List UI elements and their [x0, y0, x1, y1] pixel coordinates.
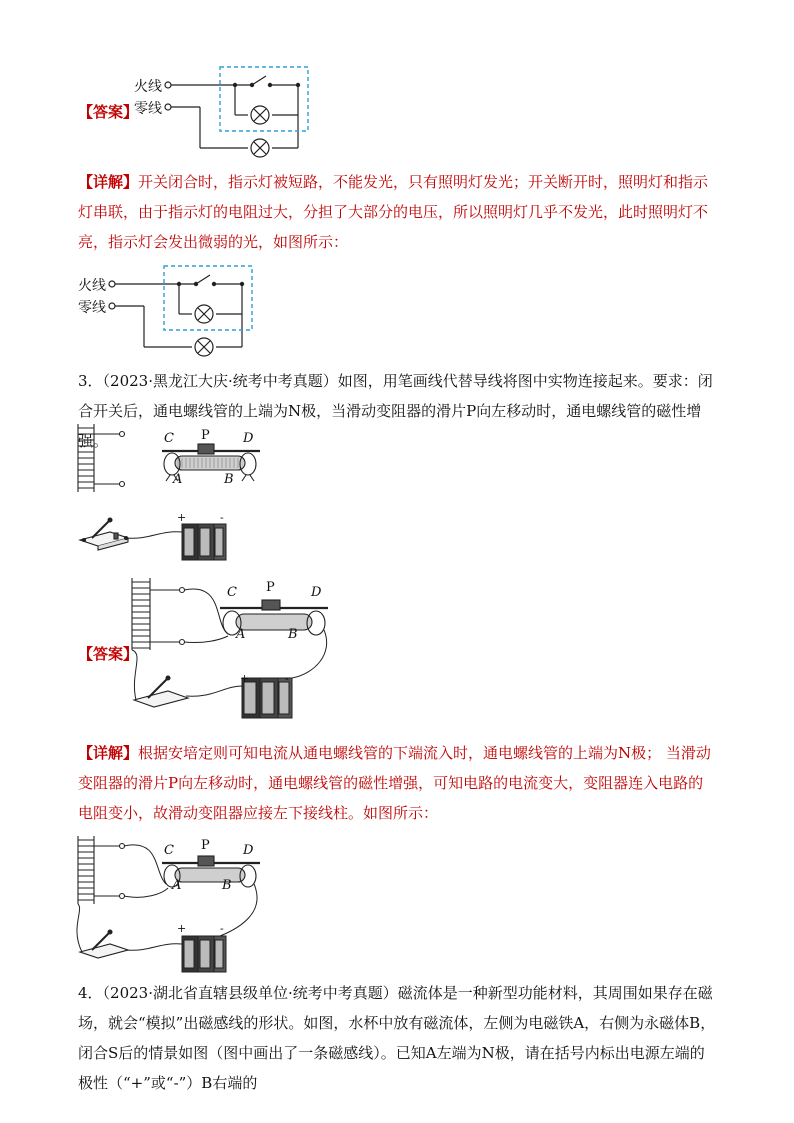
d3-label-b: B [222, 878, 232, 893]
q3-ans-label-d: D [311, 585, 322, 600]
d3-label-a: A [172, 878, 182, 893]
detail-tag-2: 【详解】 [78, 744, 139, 762]
question-3-text: 3．（2023·黑龙江大庆·统考中考真题）如图，用笔画线代替导线将图中实物连接起来。要求：闭合开关后，通电螺线管的上端为N极，当滑动变阻器的滑片P向左移动时，通电螺线管的磁性增强。 [78, 372, 713, 450]
household-circuit-diagram-1 [160, 60, 320, 170]
detail-3-paragraph [78, 738, 718, 828]
q3-label-c: C [164, 431, 174, 446]
q3-label-b: B [224, 472, 234, 487]
q3-ans-label-minus: - [285, 672, 289, 685]
q3-ans-label-a: A [236, 627, 246, 642]
answer-tag-2: 【答案】 [78, 645, 139, 663]
q3-label-minus: - [220, 511, 224, 524]
solenoid [78, 424, 125, 492]
d3-label-plus: + [177, 922, 187, 935]
q3-label-p: P [201, 428, 210, 443]
detail-1-paragraph [78, 167, 718, 257]
q3-label-d: D [243, 431, 254, 446]
d3-label-d: D [243, 843, 254, 858]
knife-switch [80, 518, 128, 550]
d3-label-p: P [201, 838, 210, 853]
q3-label-plus: + [177, 511, 187, 524]
q3-label-a: A [173, 472, 183, 487]
answer-tag: 【答案】 [78, 103, 139, 121]
detail-1-text: 开关闭合时，指示灯被短路，不能发光，只有照明灯发光；开关断开时，照明灯和指示灯串联，由于指示灯的电阻过大，分担了大部分的电压，所以照明灯几乎不发光，此时照明灯不亮，指示灯会发出微弱的光，如图所示： [78, 173, 709, 251]
live-wire-label: 火线 [134, 79, 162, 95]
q3-ans-label-b: B [288, 627, 298, 642]
neutral-wire-label-2: 零线 [78, 300, 106, 316]
question-4-text: 4．（2023·湖北省直辖县级单位·统考中考真题）磁流体是一种新型功能材料，其周围如果存在磁场，就会“模拟”出磁感线的形状。如图，水杯中放有磁流体，左侧为电磁铁A，右侧为永磁体B，闭合S后的情景如图（图中画出了一条磁感线）。已知A左端为N极，请在括号内标出电源左端的极性（“+”或“-”）B右端的 [78, 984, 716, 1092]
live-wire-label-2: 火线 [78, 278, 106, 294]
detail-3-text: 根据安培定则可知电流从通电螺线管的下端流入时，通电螺线管的上端为N极； 当滑动变阻器的滑片P向左移动时，通电螺线管的磁性增强，可知电路的电流变大，变阻器连入电路的电阻变小，故滑动变阻器应接左下接线柱。如图所示： [78, 744, 711, 822]
q3-ans-label-plus: + [240, 672, 250, 685]
neutral-wire-label: 零线 [134, 101, 162, 117]
d3-label-minus: - [220, 922, 224, 935]
switch-to-battery-wire [126, 532, 182, 539]
detail-tag: 【详解】 [78, 173, 139, 191]
battery-pack [182, 524, 226, 560]
d3-label-c: C [164, 843, 174, 858]
q3-ans-label-c: C [227, 585, 237, 600]
household-circuit-diagram-2 [104, 259, 264, 369]
q3-ans-label-p: P [266, 580, 275, 595]
